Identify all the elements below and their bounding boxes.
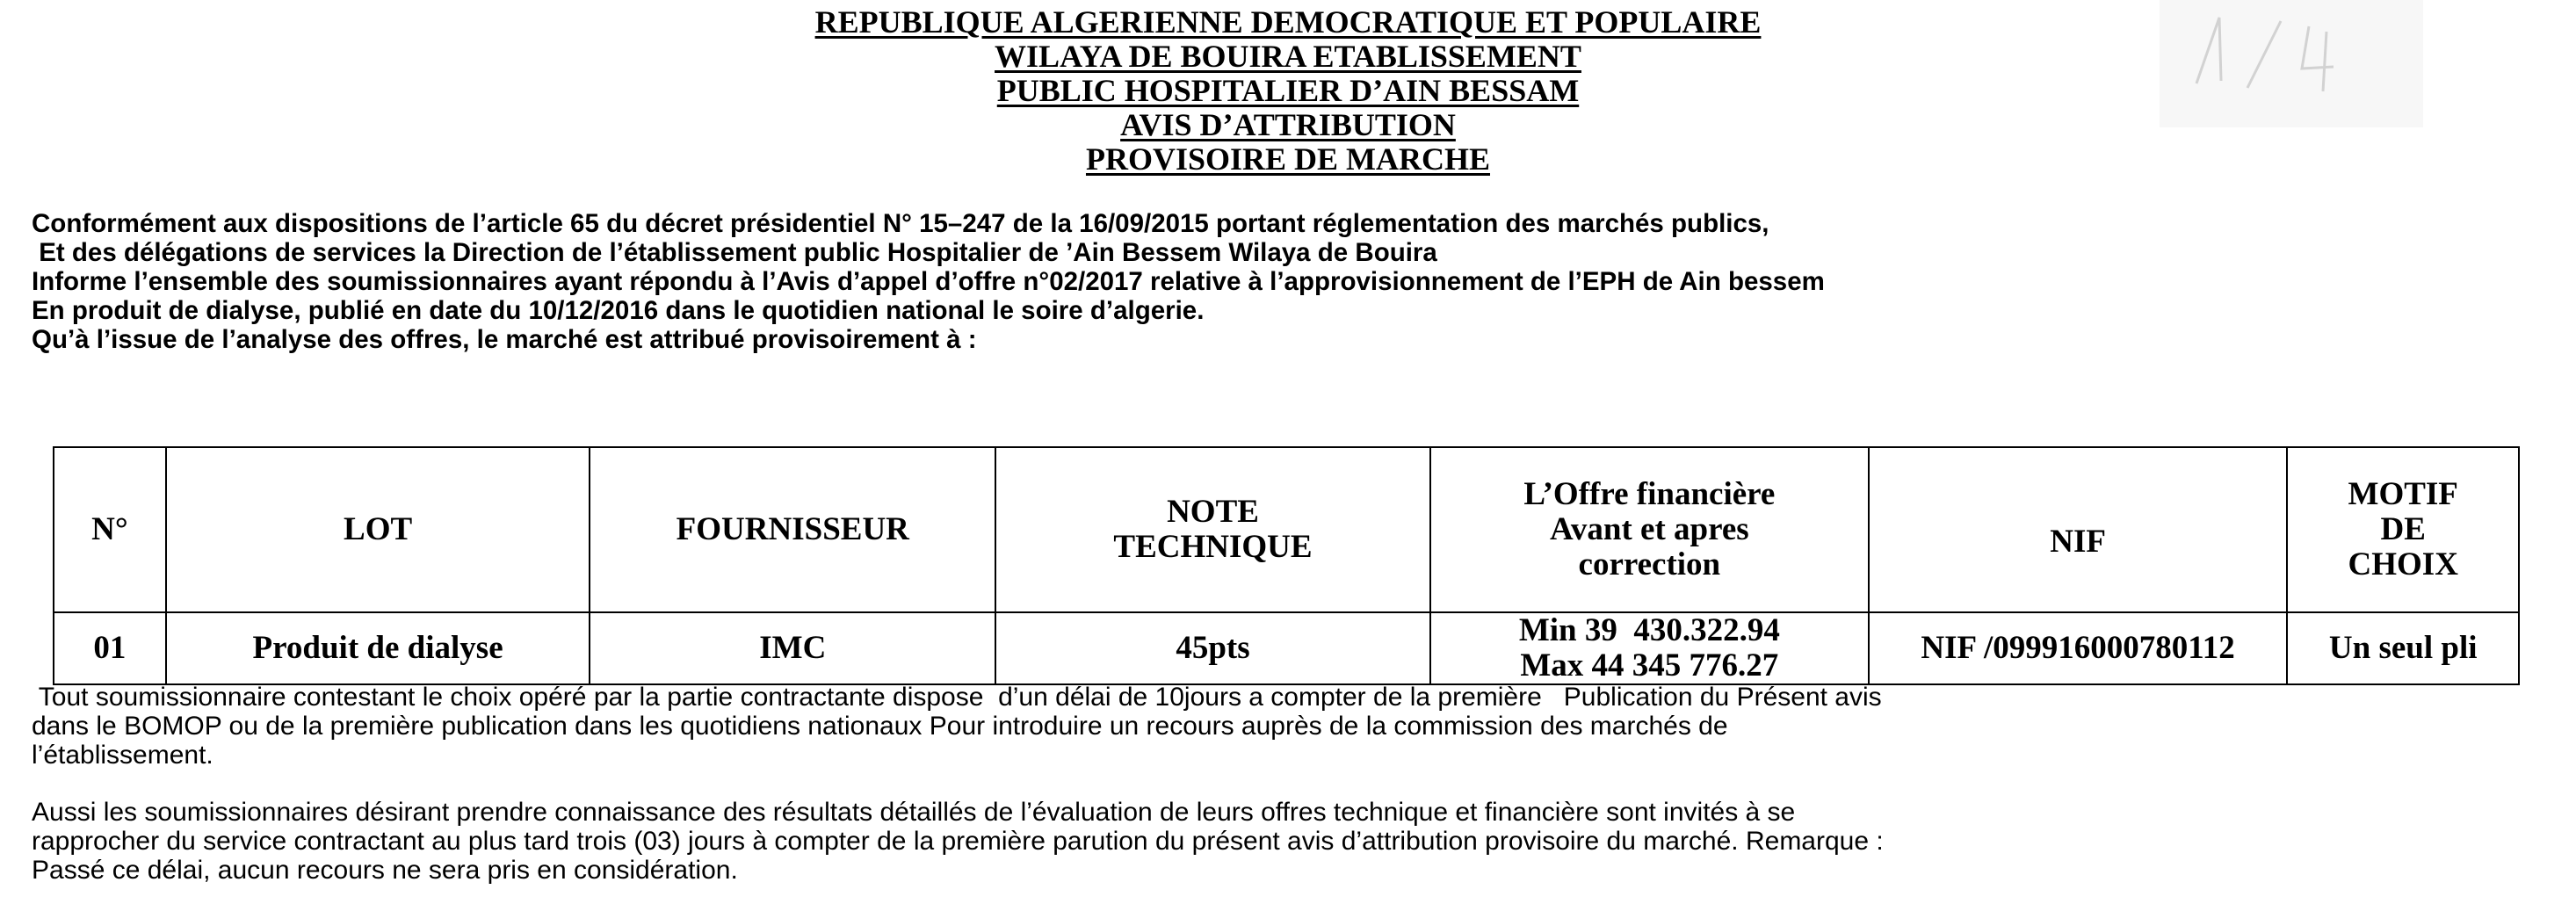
header-line-avis: AVIS D’ATTRIBUTION [1120, 107, 1456, 142]
header-text: correction [1578, 546, 1721, 582]
cell-nif: NIF /099916000780112 [1869, 612, 2288, 684]
column-header-fournisseur: FOURNISSEUR [590, 447, 995, 612]
header-text: DE [2380, 511, 2426, 547]
attribution-table [53, 446, 2520, 685]
intro-line: Et des délégations de services la Direction de l’établissement public Hospitalier de ’Ain Bessem Wilaya de Bouira [32, 238, 1437, 267]
column-header-lot: LOT [166, 447, 590, 612]
offre-max: Max 44 345 776.27 [1520, 647, 1779, 683]
column-header-num: N° [54, 447, 166, 612]
cell-lot: Produit de dialyse [166, 612, 590, 684]
cell-num: 01 [54, 612, 166, 684]
recours-paragraph [32, 683, 2562, 770]
header-text: Avant et apres [1549, 511, 1749, 547]
cell-note: 45pts [995, 612, 1430, 684]
intro-line: Conformément aux dispositions de l’article 65 du décret présidentiel N° 15–247 de la 16/09/2015 portant réglementation des marchés publics, [32, 209, 1769, 238]
cell-fournisseur: IMC [590, 612, 995, 684]
intro-line: En produit de dialyse, publié en date du 10/12/2016 dans le quotidien national le soire d’algerie. [32, 296, 1205, 325]
resultats-paragraph [32, 798, 2562, 885]
column-header-nif: NIF [1869, 447, 2288, 612]
table-row [54, 612, 2519, 684]
header-line-republic: REPUBLIQUE ALGERIENNE DEMOCRATIQUE ET POPULAIRE [814, 4, 1762, 40]
header-text: L’Offre financière [1523, 476, 1776, 512]
header-text: MOTIF [2348, 476, 2458, 512]
header-line-wilaya: WILAYA DE BOUIRA ETABLISSEMENT [995, 39, 1581, 74]
header-text: NOTE [1167, 494, 1259, 530]
column-header-motif [2287, 447, 2519, 612]
column-header-offre-financiere [1430, 447, 1869, 612]
cell-motif: Un seul pli [2287, 612, 2519, 684]
paragraph-line: Passé ce délai, aucun recours ne sera pris en considération. [32, 856, 738, 885]
paragraph-line: Tout soumissionnaire contestant le choix opéré par la partie contractante dispose d’un délai de 10jours a compter de la première Publication du Présent avis [32, 683, 1882, 712]
intro-line: Qu’à l’issue de l’analyse des offres, le marché est attribué provisoirement à : [32, 325, 977, 354]
cell-offre [1430, 612, 1869, 684]
intro-paragraph [32, 209, 2562, 354]
paragraph-line: l’établissement. [32, 741, 213, 770]
header-text: CHOIX [2348, 546, 2458, 582]
column-header-note-technique [995, 447, 1430, 612]
paragraph-line: dans le BOMOP ou de la première publication dans les quotidiens nationaux Pour introduire un recours auprès de la commission des marchés de [32, 712, 1728, 741]
header-text: TECHNIQUE [1113, 529, 1313, 565]
table-header-row [54, 447, 2519, 612]
header-line-hospital: PUBLIC HOSPITALIER D’AIN BESSAM [996, 73, 1580, 108]
paragraph-line: rapprocher du service contractant au plus tard trois (03) jours à compter de la première parution du présent avis d’attribution provisoire du marché. Remarque : [32, 827, 1884, 856]
intro-line: Informe l’ensemble des soumissionnaires ayant répondu à l’Avis d’appel d’offre n°02/2017 relative à l’approvisionnement de l’EPH de Ain bessem [32, 267, 1825, 296]
offre-min: Min 39 430.322.94 [1518, 612, 1780, 648]
paragraph-line: Aussi les soumissionnaires désirant prendre connaissance des résultats détaillés de l’évaluation de leurs offres technique et financière sont invités à se [32, 798, 1796, 827]
header-line-provisoire: PROVISOIRE DE MARCHE [1085, 141, 1491, 177]
document-header [0, 5, 2576, 177]
